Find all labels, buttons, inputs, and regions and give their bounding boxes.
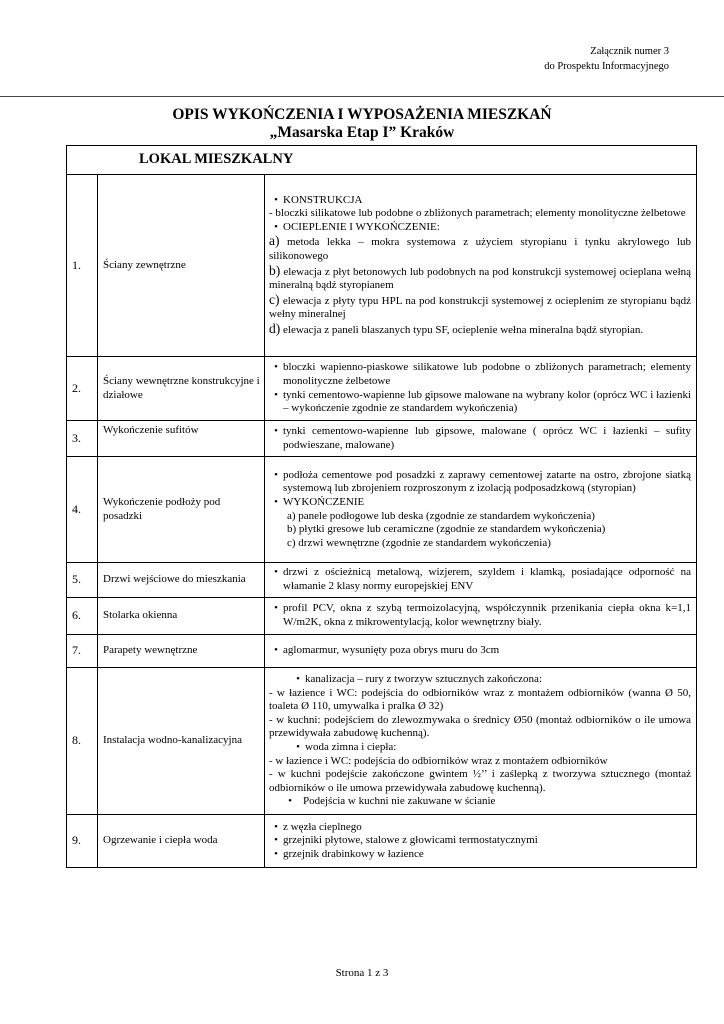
bullet-icon: • <box>274 495 278 508</box>
paragraph: - w kuchni: podejściem do zlewozmywaka o średnicy Ø50 (montaż odbiorników o ile umowa przewidywała zabudowę kuchenną). <box>269 713 691 740</box>
sub-item: c) drzwi wewnętrzne (zgodnie ze standardem wykończenia) <box>287 536 551 549</box>
row-number: 3. <box>67 421 98 457</box>
row-description <box>265 598 697 635</box>
row-number: 9. <box>67 815 98 868</box>
row-label: Ściany zewnętrzne <box>98 175 265 357</box>
list-item: z węzła cieplnego <box>283 820 362 833</box>
option-text: elewacja z płyt betonowych lub podobnych na pod konstrukcji systemowej ocieplana wełną mineralną bądź styropianem <box>269 265 692 292</box>
row-number: 6. <box>67 598 98 635</box>
bullet-icon: • <box>274 834 278 847</box>
list-item: profil PCV, okna z szybą termoizolacyjną, współczynnik przenikania ciepła okna k=1,1 W/m2K, okna z mikrowentylacją, kolor wewnętrzny biały. <box>283 602 691 628</box>
list-item: aglomarmur, wysunięty poza obrys muru do 3cm <box>283 644 500 657</box>
table-row <box>67 357 697 421</box>
bullet-icon: • <box>274 361 278 374</box>
bullet-icon: • <box>296 741 300 753</box>
list-item: podłoża cementowe pod posadzki z zaprawy cementowej zatarte na ostro, zbrojone siatką systemową lub zbrojeniem rozproszonym z izolacją podposadzkową (styropian) <box>283 468 691 495</box>
row-description <box>265 357 697 421</box>
option-letter: c) <box>269 291 280 307</box>
bullet-icon: • <box>274 388 278 401</box>
list-item: Podejścia w kuchni nie zakuwane w ścianie <box>303 795 496 808</box>
option-c <box>269 293 691 322</box>
row-number: 4. <box>67 457 98 563</box>
table-row <box>67 635 697 668</box>
table-row <box>67 598 697 635</box>
row-description <box>265 815 697 868</box>
paragraph: - w łazience i WC: podejścia do odbiorników wraz z montażem odbiorników <box>269 754 608 767</box>
list-item: grzejnik drabinkowy w łazience <box>283 847 424 860</box>
section-header-row <box>67 146 697 175</box>
page-number: Strona 1 z 3 <box>335 967 389 979</box>
row-label: Wykończenie sufitów <box>98 421 265 457</box>
row-label: Drzwi wejściowe do mieszkania <box>98 563 265 598</box>
row-description <box>265 175 697 357</box>
option-d <box>269 322 691 338</box>
bullet-icon: • <box>274 424 278 437</box>
bullet-icon: • <box>288 795 292 808</box>
list-item: drzwi z ościeżnicą metalową, wizjerem, szyldem i klamką, posiadające odporność na włamanie 2 klasy normy europejskiej ENV <box>283 566 691 592</box>
row-label: Ogrzewanie i ciepła woda <box>98 815 265 868</box>
table-row <box>67 457 697 563</box>
row-label: Wykończenie podłoży pod posadzki <box>98 457 265 563</box>
row-description <box>265 635 697 668</box>
list-item: WYKOŃCZENIE <box>283 495 365 508</box>
bullet-icon: • <box>296 673 300 686</box>
section-title: LOKAL MIESZKALNY <box>67 146 697 175</box>
list-item: bloczki wapienno-piaskowe silikatowe lub podobne o zbliżonych parametrach; elementy monolityczne żelbetowe <box>283 361 691 387</box>
option-b <box>269 264 691 293</box>
list-item: KONSTRUKCJA <box>283 193 363 206</box>
bullet-icon: • <box>274 220 278 233</box>
table-row <box>67 175 697 357</box>
table-row <box>67 668 697 815</box>
row-description <box>265 421 697 457</box>
row-description <box>265 668 697 815</box>
document-title: OPIS WYKOŃCZENIA I WYPOSAŻENIA MIESZKAŃ <box>172 106 552 123</box>
paragraph: - bloczki silikatowe lub podobne o zbliżonych parametrach; elementy monolityczne żelbetowe <box>269 207 686 220</box>
row-description <box>265 563 697 598</box>
header-prospectus-line: do Prospektu Informacyjnego <box>544 61 669 72</box>
row-description <box>265 457 697 563</box>
row-number: 8. <box>67 668 98 815</box>
option-letter: b) <box>269 262 281 278</box>
option-text: elewacja z paneli blaszanych typu SF, ocieplenie wełna mineralna bądź styropian. <box>283 323 644 336</box>
row-label: Stolarka okienna <box>98 598 265 635</box>
sub-item: b) płytki gresowe lub ceramiczne (zgodnie ze standardem wykończenia) <box>287 523 606 536</box>
list-item: kanalizacja – rury z tworzyw sztucznych zakończona: <box>305 673 542 686</box>
row-number: 5. <box>67 563 98 598</box>
table-row <box>67 563 697 598</box>
list-item: grzejniki płytowe, stalowe z głowicami termostatycznymi <box>283 834 538 847</box>
list-item: tynki cementowo-wapienne lub gipsowe, malowane ( oprócz WC i łazienki – sufity podwieszane, malowane) <box>283 424 691 451</box>
row-number: 2. <box>67 357 98 421</box>
row-label: Ściany wewnętrzne konstrukcyjne i działowe <box>98 357 265 421</box>
bullet-icon: • <box>274 820 278 833</box>
option-letter: a) <box>269 233 280 249</box>
row-number: 7. <box>67 635 98 668</box>
table-row <box>67 815 697 868</box>
header-annex-line: Załącznik numer 3 <box>590 46 669 57</box>
list-item: woda zimna i ciepła: <box>305 741 397 753</box>
list-item: OCIEPLENIE I WYKOŃCZENIE: <box>283 220 440 233</box>
bullet-icon: • <box>274 602 278 615</box>
header-divider <box>0 96 724 97</box>
paragraph: - w kuchni podejście zakończone gwintem ½’’ i zaślepką z tworzywa sztucznego (montaż odbiorników o ile umowa przewidywała zabudowę kuchenną). <box>269 768 691 794</box>
sub-item: a) panele podłogowe lub deska (zgodnie ze standardem wykończenia) <box>287 509 595 522</box>
row-label: Instalacja wodno-kanalizacyjna <box>98 668 265 815</box>
option-a <box>269 234 691 263</box>
paragraph: - w łazience i WC: podejścia do odbiorników wraz z montażem odbiorników (wanna Ø 50, toaleta Ø 110, umywalka i pralka Ø 32) <box>269 686 691 713</box>
specification-table <box>66 145 697 868</box>
option-text: metoda lekka – mokra systemowa z użyciem styropianu i tynku akrylowego lub silikonowego <box>269 236 692 262</box>
table-row <box>67 421 697 457</box>
bullet-icon: • <box>274 566 278 579</box>
document-header-note <box>544 44 669 74</box>
row-label: Parapety wewnętrzne <box>98 635 265 668</box>
bullet-icon: • <box>274 847 278 860</box>
bullet-icon: • <box>274 468 278 481</box>
bullet-icon: • <box>274 644 278 657</box>
list-item: tynki cementowo-wapienne lub gipsowe malowane na wybrany kolor (oprócz WC i łazienki – wykończenie zgodnie ze standardem wykończenia) <box>283 388 691 415</box>
document-subtitle: „Masarska Etap I” Kraków <box>269 124 455 141</box>
bullet-icon: • <box>274 193 278 206</box>
row-number: 1. <box>67 175 98 357</box>
option-text: elewacja z płyty typu HPL na pod konstrukcji systemowej z ocieplenim ze styropianu bądź wełny mineralnej <box>269 294 691 321</box>
option-letter: d) <box>269 320 281 336</box>
